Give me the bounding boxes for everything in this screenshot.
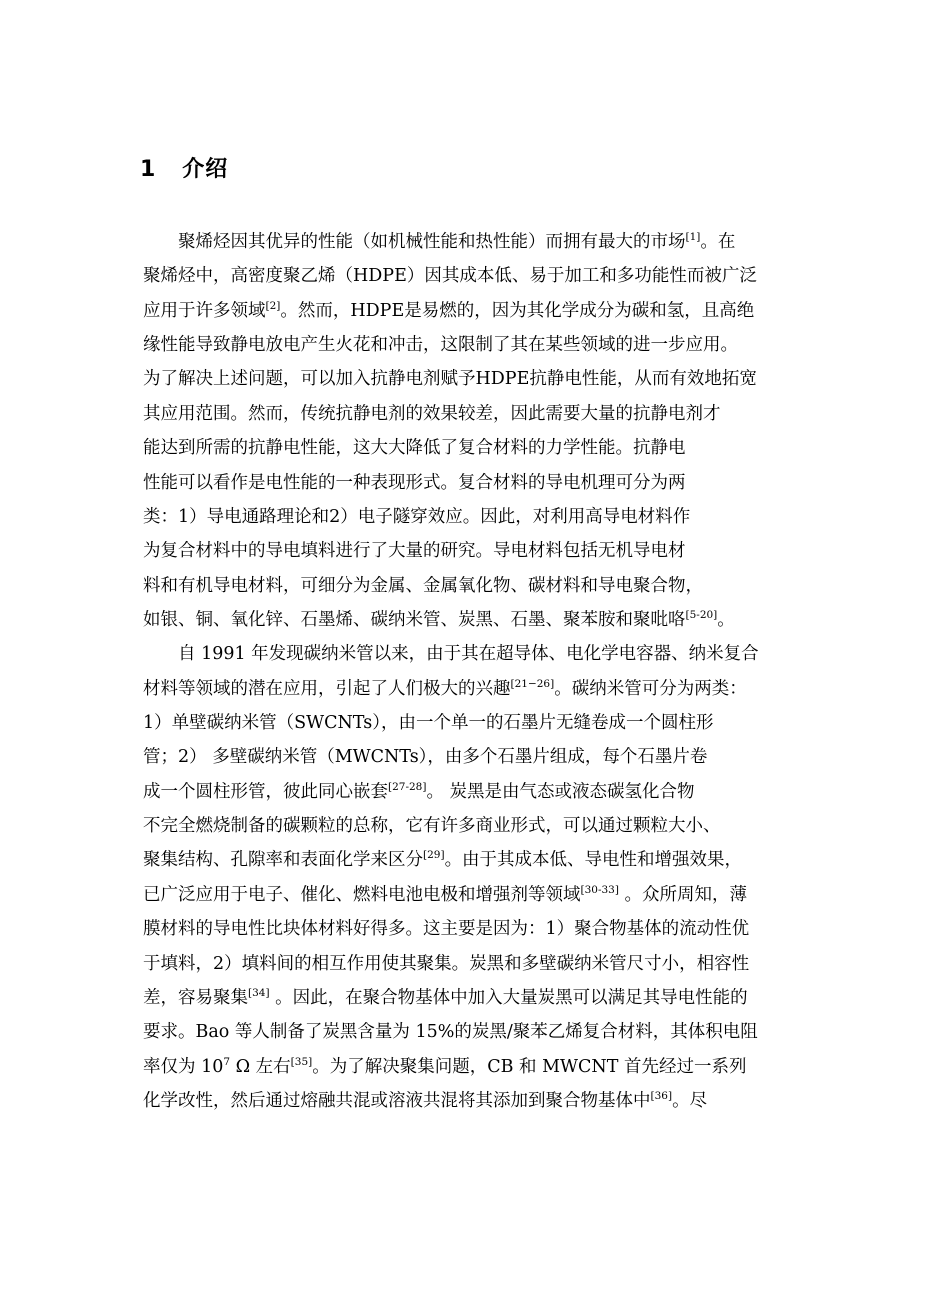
text-segment: 能达到所需的抗静电性能，这大大降低了复合材料的力学性能。抗静电 xyxy=(143,438,686,459)
text-line xyxy=(143,465,786,501)
text-segment: 。众所周知，薄 xyxy=(618,884,748,905)
text-segment: 管；2） 多壁碳纳米管（MWCNTs），由多个石墨片组成，每个石墨片卷 xyxy=(143,747,708,768)
text-segment: 膜材料的导电性比块体材料好得多。这主要是因为：1）聚合物基体的流动性优 xyxy=(143,919,750,940)
citation-superscript: [30-33] xyxy=(580,883,619,896)
citation-superscript: [35] xyxy=(290,1055,313,1068)
citation-superscript: [29] xyxy=(423,849,445,862)
citation-superscript: [2] xyxy=(265,299,281,312)
text-line xyxy=(143,1014,786,1050)
text-line xyxy=(143,430,786,466)
text-line xyxy=(143,327,786,363)
text-segment: 其应用范围。然而，传统抗静电剂的效果较差，因此需要大量的抗静电剂才 xyxy=(143,403,721,424)
text-line xyxy=(143,808,786,844)
section-heading xyxy=(140,152,228,183)
text-line xyxy=(143,980,786,1016)
section-number: 1 xyxy=(140,157,157,182)
text-line xyxy=(143,602,786,638)
text-segment: 要求。Bao 等人制备了炭黑含量为 15%的炭黑/聚苯乙烯复合材料，其体积电阻 xyxy=(143,1022,758,1043)
text-line xyxy=(143,396,786,432)
text-segment: 。因此，在聚合物基体中加入大量炭黑可以满足其导电性能的 xyxy=(269,987,748,1008)
text-line xyxy=(143,499,786,535)
text-line xyxy=(143,361,786,397)
text-segment: 。为了解决聚集问题，CB 和 MWCNT 首先经过一系列 xyxy=(312,1056,747,1077)
text-line xyxy=(143,774,786,810)
text-segment: 化学改性，然后通过熔融共混或溶液共混将其添加到聚合物基体中 xyxy=(143,1091,651,1111)
text-segment: 性能可以看作是电性能的一种表现形式。复合材料的导电机理可分为两 xyxy=(143,472,686,493)
text-segment: 。尽 xyxy=(672,1091,708,1111)
text-line xyxy=(178,636,786,672)
text-segment: 应用于许多领域 xyxy=(143,300,266,321)
text-line xyxy=(143,568,786,604)
text-line xyxy=(143,877,786,913)
citation-superscript: [5-20] xyxy=(685,608,718,621)
text-line xyxy=(143,671,786,707)
text-segment: 聚集结构、孔隙率和表面化学来区分 xyxy=(143,850,423,871)
text-segment: 类：1）导电通路理论和2）电子隧穿效应。因此，对利用高导电材料作 xyxy=(143,506,691,527)
text-line xyxy=(178,224,786,260)
text-segment: 聚烯烃中，高密度聚乙烯（HDPE）因其成本低、易于加工和多功能性而被广泛 xyxy=(143,266,757,287)
text-segment: 差，容易聚集 xyxy=(143,987,248,1008)
text-line xyxy=(143,739,786,775)
text-segment: 已广泛应用于电子、催化、燃料电池电极和增强剂等领域 xyxy=(143,884,581,905)
text-segment: 缘性能导致静电放电产生火花和冲击，这限制了其在某些领域的进一步应用。 xyxy=(143,335,738,356)
text-line xyxy=(143,1049,786,1085)
text-line xyxy=(143,842,786,878)
text-segment: 为了解决上述问题，可以加入抗静电剂赋予HDPE抗静电性能，从而有效地拓宽 xyxy=(143,369,757,390)
text-segment: 于填料，2）填料间的相互作用使其聚集。炭黑和多壁碳纳米管尺寸小，相容性 xyxy=(143,953,750,974)
section-title: 介绍 xyxy=(182,157,229,182)
text-line xyxy=(143,1083,786,1119)
text-segment: 料和有机导电材料，可细分为金属、金属氧化物、碳材料和导电聚合物， xyxy=(143,575,703,596)
text-segment: 率仅为 10 xyxy=(143,1056,224,1077)
text-segment: 自 1991 年发现碳纳米管以来，由于其在超导体、电化学电容器、纳米复合 xyxy=(178,644,759,665)
citation-superscript: [36] xyxy=(650,1090,673,1102)
text-line xyxy=(143,258,786,294)
text-segment: Ω 左右 xyxy=(230,1056,291,1077)
text-segment: 。碳纳米管可分为两类： xyxy=(554,678,747,699)
text-segment: 成一个圆柱形管，彼此同心嵌套 xyxy=(143,781,388,802)
text-segment: 材料等领域的潜在应用，引起了人们极大的兴趣 xyxy=(143,678,511,699)
citation-superscript: [21−26] xyxy=(510,677,555,690)
citation-superscript: [27-28] xyxy=(388,780,427,793)
text-segment: 为复合材料中的导电填料进行了大量的研究。导电材料包括无机导电材 xyxy=(143,541,686,562)
citation-superscript: [1] xyxy=(685,231,701,243)
text-line xyxy=(143,533,786,569)
text-line xyxy=(143,293,786,329)
text-line xyxy=(143,705,786,741)
text-segment: 。在 xyxy=(700,232,736,252)
text-segment: 1）单壁碳纳米管（SWCNTs），由一个单一的石墨片无缝卷成一个圆柱形 xyxy=(143,713,714,734)
text-segment: 不完全燃烧制备的碳颗粒的总称，它有许多商业形式，可以通过颗粒大小、 xyxy=(143,816,721,837)
citation-superscript: [34] xyxy=(248,986,270,999)
citation-superscript: 7 xyxy=(223,1055,231,1068)
text-segment: 。然而，HDPE是易燃的，因为其化学成分为碳和氢，且高绝 xyxy=(280,300,755,321)
text-segment: 如银、铜、氧化锌、石墨烯、碳纳米管、炭黑、石墨、聚苯胺和聚吡咯 xyxy=(143,609,686,630)
text-segment: 。 xyxy=(717,609,735,630)
text-line xyxy=(143,946,786,982)
text-segment: 。 炭黑是由气态或液态碳氢化合物 xyxy=(426,781,695,802)
text-line xyxy=(143,911,786,947)
text-segment: 。由于其成本低、导电性和增强效果， xyxy=(444,850,743,871)
text-segment: 聚烯烃因其优异的性能（如机械性能和热性能）而拥有最大的市场 xyxy=(178,232,686,252)
